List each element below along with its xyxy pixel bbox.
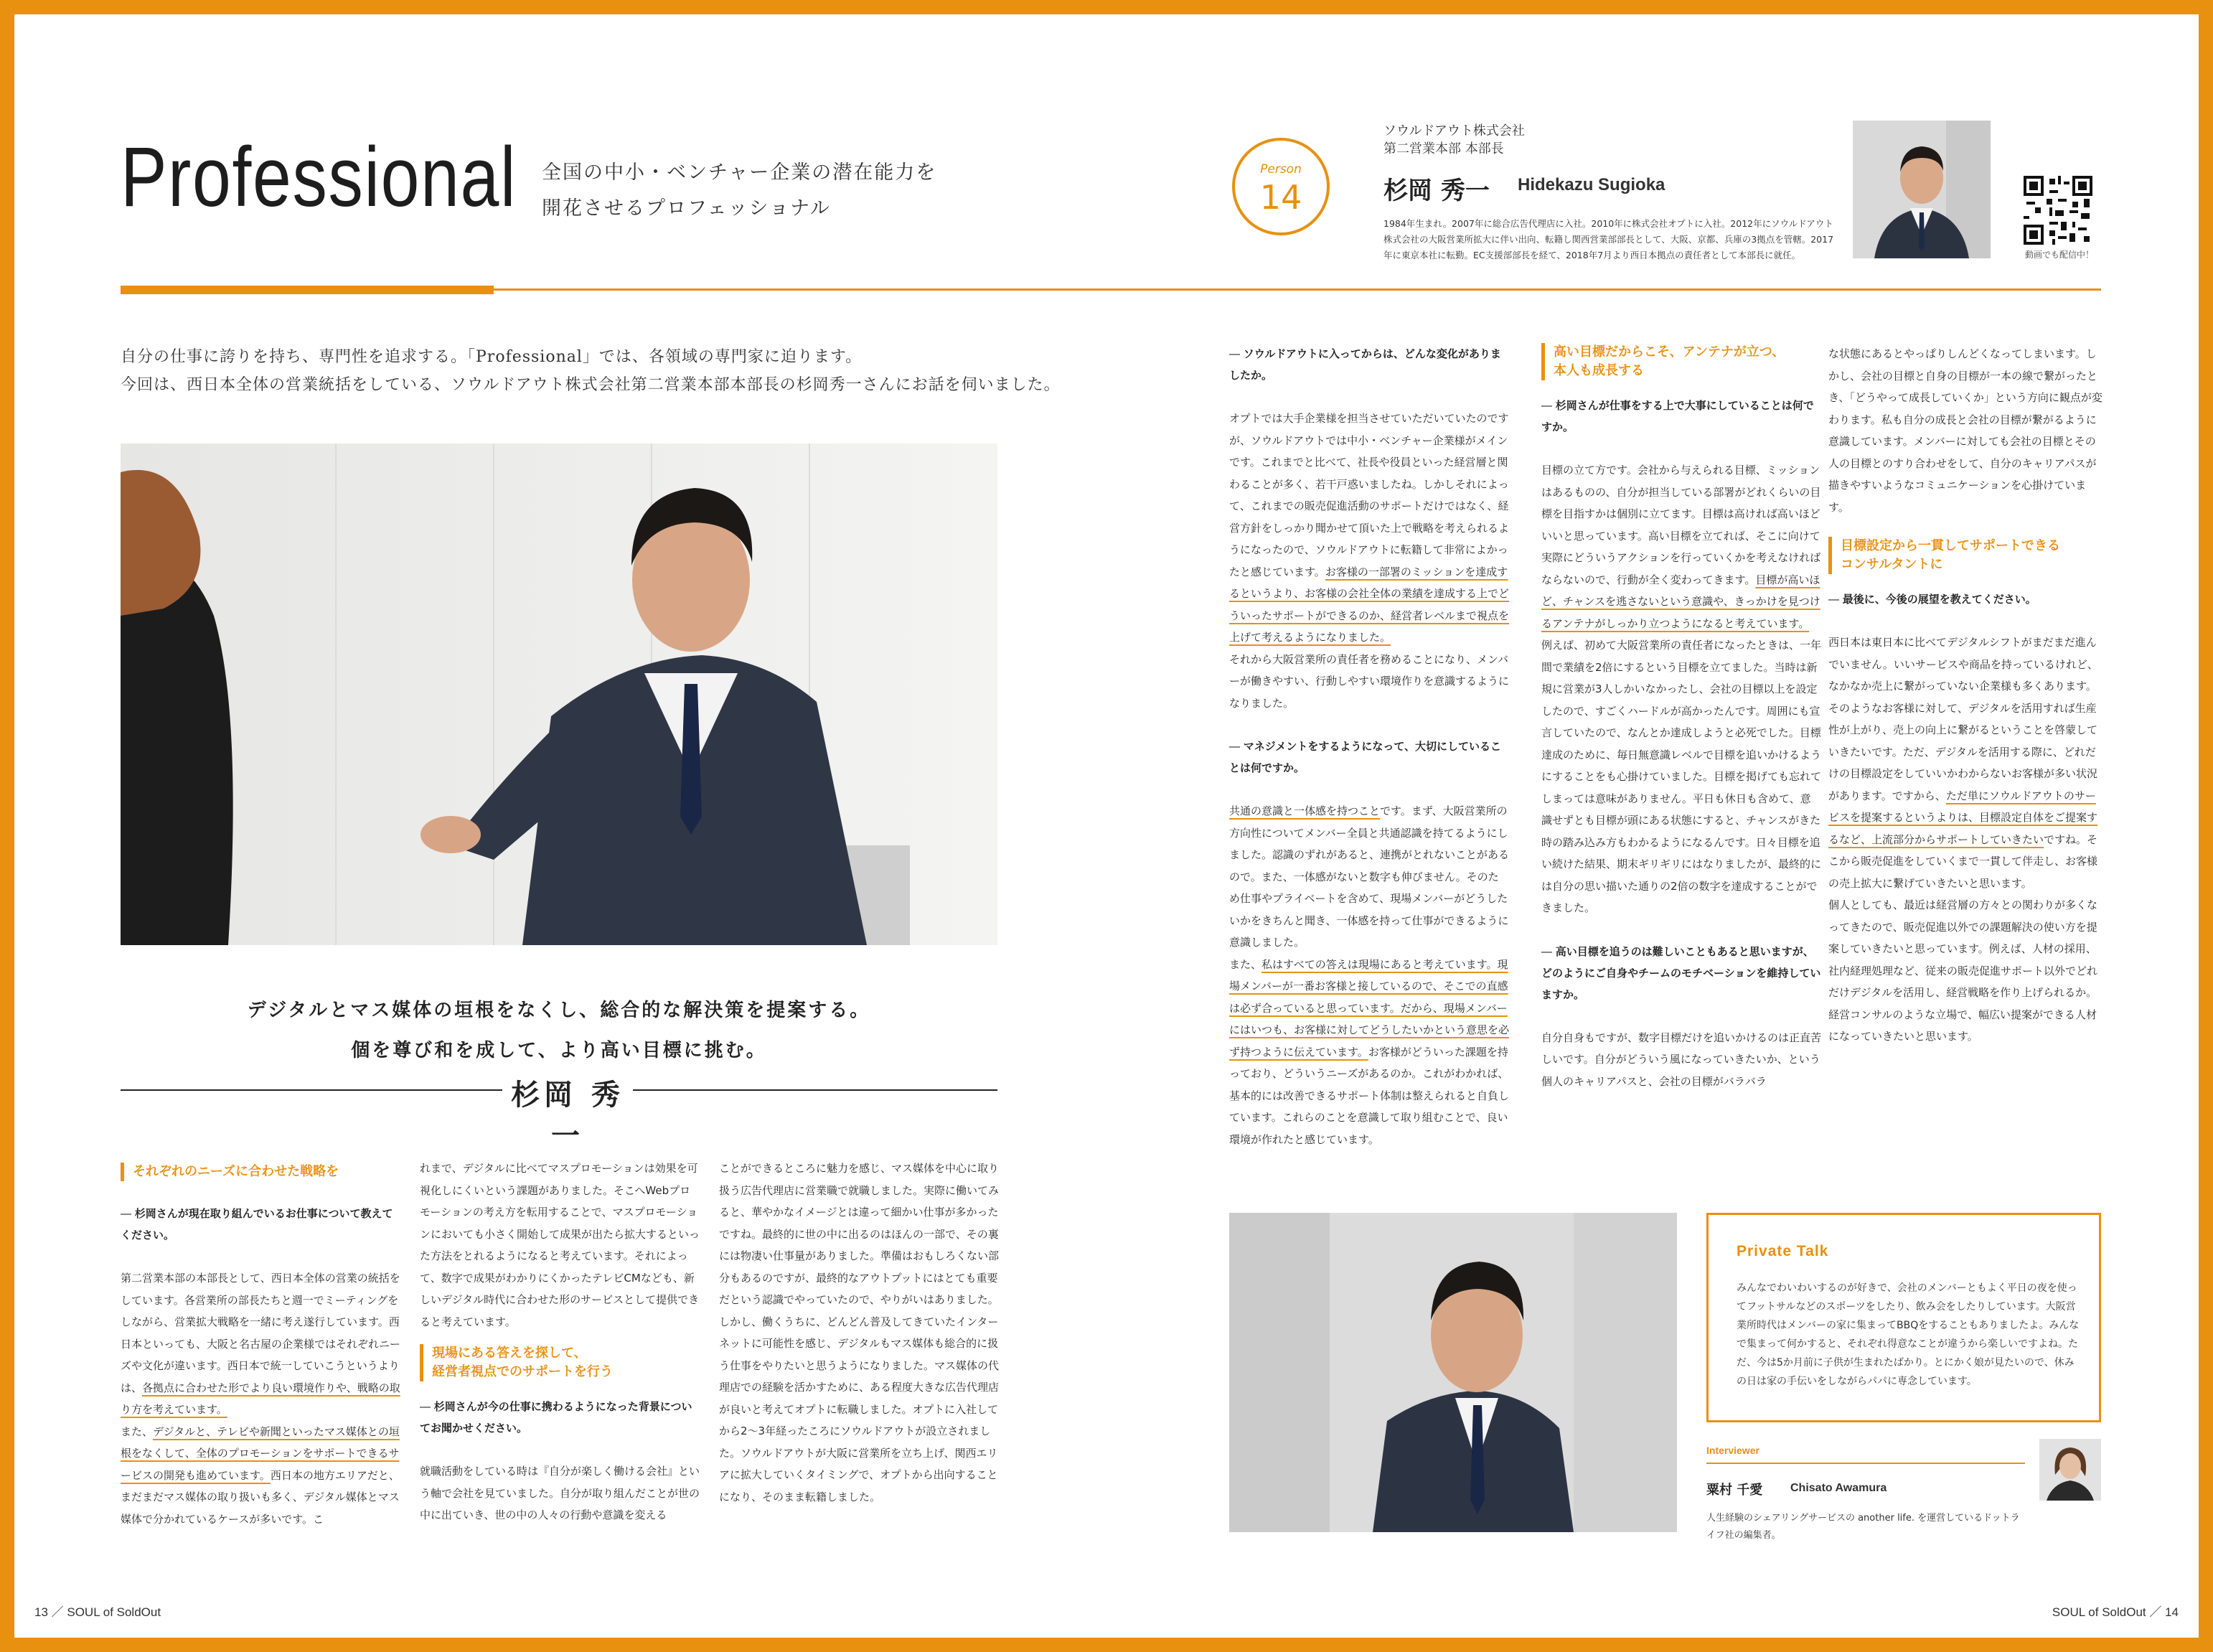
page-footer-left: 13 ／ SOUL of SoldOut [34, 1605, 161, 1619]
section-heading: 現場にある答えを探して、 経営者視点でのサポートを行う [420, 1344, 700, 1381]
page-footer-right: SOUL of SoldOut ／ 14 [2052, 1605, 2179, 1619]
section-heading: 目標設定から一貫してサポートできる コンサルタントに [1828, 537, 2105, 574]
badge-number: 14 [1259, 178, 1302, 217]
intro-line-1: 自分の仕事に誇りを持ち、専門性を追求する。「Professional」では、各領域の専門家に迫ります。 [121, 348, 863, 366]
article-paragraph: 自分自身もですが、数字目標だけを追いかけるのは正直苦しいです。自分がどういう風になっていきたいか、という個人のキャリアパスと、会社の目標がバラバラ [1541, 1031, 1822, 1088]
subtitle-line-2: 開花させるプロフェッショナル [542, 197, 831, 220]
article-paragraph: オプトでは大手企業様を担当させていただいていたのですが、ソウルドアウトでは中小・ベンチャー企業様がメインです。これまでと比べて、社長や役員といった経営層と関わることが多く、若干戸惑いましたね。しかしそれによって、これまでの販売促進活動のサポートだけではなく、経営方針をしっかり聞かせて頂いた上で戦略を考えられるようになったので、ソウルドアウトに転籍して非常によかったと感じています。お客様の一部署のミッションを達成するというより、お客様の会社全体の業績を達成する上でどういったサポートができるのか、経営者レベルまで視点を上げて考えるようになりました。 [1229, 412, 1510, 644]
portrait-photo [1853, 121, 1991, 258]
interviewer-description: 人生経験のシェアリングサービスの another life. を運営しているドットライフ社の編集者。 [1706, 1513, 2020, 1541]
article-paragraph: また、デジタルと、テレビや新聞といったマス媒体との垣根をなくして、全体のプロモーションをサポートできるサービスの開発も進めています。西日本の地方エリアだと、まだまだマス媒体の取り扱いも多く、デジタル媒体とマス媒体で分かれているケースが多いです。こ [121, 1425, 400, 1526]
magazine-spread [14, 14, 2199, 1638]
article-column-6 [1828, 343, 2105, 1048]
interview-question: ― マネジメントをするようになって、大切にしていることは何ですか。 [1229, 736, 1509, 779]
badge-label: Person [1260, 162, 1302, 177]
interviewer-name: 粟村 千愛 [1706, 1483, 1763, 1498]
signature-rule-left [121, 1089, 502, 1091]
header-divider-accent [121, 286, 494, 294]
person-name-roman: Hidekazu Sugioka [1518, 175, 1665, 194]
pull-quote-line-1: デジタルとマス媒体の垣根をなくし、総合的な解決策を提案する。 [247, 1000, 871, 1021]
signature-rule-right [633, 1089, 997, 1091]
section-heading: 高い目標だからこそ、アンテナが立つ、 本人も成長する [1541, 343, 1821, 380]
quote-signature: 杉岡 秀一 [511, 1079, 624, 1153]
portrait-photo-large [1229, 1213, 1677, 1532]
interviewer-label: Interviewer [1706, 1445, 1759, 1456]
interview-question: ― 最後に、今後の展望を教えてください。 [1828, 588, 2105, 610]
qr-caption: 動画でも配信中！ [2024, 250, 2094, 260]
pull-quote-line-2: 個を尊び和を成して、より高い目標に挑む。 [351, 1040, 767, 1061]
subtitle-line-1: 全国の中小・ベンチャー企業の潜在能力を [542, 161, 937, 184]
interview-photo [121, 443, 997, 945]
article-paragraph: れまで、デジタルに比べてマスプロモーションは効果を可視化しにくいという課題がありました。そこへWebプロモーションの考え方を転用することで、マスプロモーションにおいても小さく開始して成果が出たら拡大するといった方法をとれるようになると考えています。それによって、数字で成果がわかりにくかったテレビCMなども、新しいデジタル時代に合わせた形のサービスとして提供できると考えています。 [420, 1162, 700, 1328]
person-name: 杉岡 秀一 [1383, 177, 1490, 205]
interview-question: ― 杉岡さんが現在取り組んでいるお仕事について教えてください。 [121, 1203, 400, 1246]
interview-question: ― 高い目標を追うのは難しいこともあると思いますが、どのようにご自身やチームのモチベーションを維持していますか。 [1541, 941, 1821, 1005]
private-talk-text: みんなでわいわいするのが好きで、会社のメンバーともよく平日の夜を使ってフットサルなどのスポーツをしたり、飲み会をしたりしています。大阪営業所時代はメンバーの家に集まってBBQをすることもありましたよ。みんなで集まって何かすると、それぞれ得意なことが違うから楽しいですよね。ただ、今は5か月前に子供が生まれたばかり。とにかく娘が見たいので、休みの日は家の手伝いをしながらパパに専念しています。 [1737, 1282, 2080, 1387]
article-paragraph: 西日本は東日本に比べてデジタルシフトがまだまだ進んでいません。いいサービスや商品を持っているけれど、なかなか売上に繋がっていない企業様も多くあります。そのようなお客様に対して、デジタルを活用すれば生産性が上がり、売上の向上に繋がるということを啓蒙していきたいです。ただ、デジタルを活用する際に、どれだけの目標設定をしていいかわからないお客様が多い状況があります。ですから、ただ単にソウルドアウトのサービスを提案するというよりは、目標設定自体をご提案するなど、上流部分からサポートしていきたいですね。そこから販売促進をしていくまで一貫して伴走し、お客様の売上拡大に繋げていきたいと思います。 [1828, 636, 2098, 890]
article-paragraph: それから大阪営業所の責任者を務めることになり、メンバーが働きやすい、行動しやすい環境作りを意識するようになりました。 [1229, 652, 1510, 710]
person-position: 第二営業本部 本部長 [1383, 141, 1504, 156]
company-name: ソウルドアウト株式会社 [1383, 123, 1525, 139]
qr-code-icon[interactable] [2024, 176, 2092, 245]
article-paragraph: ことができるところに魅力を感じ、マス媒体を中心に取り扱う広告代理店に営業職で就職しました。実際に働いてみると、華やかなイメージとは違って細かい仕事が多かったですね。最終的に世の中に出るのはほんの一部で、その裏には物凄い仕事量がありました。準備はおもしろくない部分もあるのですが、最終的なアウトプットにはとても重要だという認識でやっていたので、やりがいはありました。しかし、働くうちに、どんどん普及してきていたインターネットに可能性を感じ、デジタルもマス媒体も総合的に扱う仕事をやりたいと思うようになりました。マス媒体の代理店での経験を活かすために、ある程度大きな広告代理店が良いと考えてオプトに転職しました。オプトに入社してから2〜3年経ったころにソウルドアウトが設立されました。ソウルドアウトが大阪に営業所を立ち上げ、関西エリアに拡大していくタイミングで、オプトから出向することになり、そのまま転籍しました。 [719, 1162, 1000, 1503]
person-bio: 1984年生まれ。2007年に総合広告代理店に入社。2010年に株式会社オプトに入社。2012年にソウルドアウト株式会社の大阪営業所拡大に伴い出向、転籍し関西営業部部長として、大阪、京都、兵庫の3拠点を管轄。2017年に東京本社に転勤。EC支援部部長を経て、2018年7月より西日本拠点の責任者として本部長に就任。 [1383, 218, 1834, 261]
article-paragraph: 例えば、初めて大阪営業所の責任者になったときは、一年間で業績を2倍にするという目標を立てました。当時は新規に営業が3人しかいなかったし、会社の目標以上を設定したので、すごくハードルが高かったんです。周囲にも宣言していたので、なんとか達成しようと必死でした。目標達成のために、毎日無意識レベルで目標を追いかけるようにすることをも心掛けていました。目標を掲げても忘れてしまっては意味がありません。平日も休日も含めて、意識せずとも目標が頭にある状態にすると、チャンスがきた時の踏み込み方もわかるようになるんです。日々目標を追い続けた結果、期末ギリギリにはなりましたが、最終的には自分の思い描いた通りの2倍の数字を達成することができました。 [1541, 639, 1822, 914]
article-paragraph: 就職活動をしている時は『自分が楽しく働ける会社』という軸で会社を見ていました。自分が取り組んだことが世の中に出ていき、世の中の人々の行動や意識を変える [420, 1465, 700, 1521]
article-column-4 [1229, 343, 1509, 1150]
interview-question: ― 杉岡さんが今の仕事に携わるようになった背景についてお聞かせください。 [420, 1396, 700, 1439]
section-heading: それぞれのニーズに合わせた戦略を [121, 1163, 400, 1181]
interview-question: ― 杉岡さんが仕事をする上で大事にしていることは何ですか。 [1541, 395, 1821, 438]
interviewer-avatar [2039, 1439, 2101, 1501]
person-badge [1232, 138, 1330, 235]
page-title: Professional [121, 130, 517, 225]
interview-question: ― ソウルドアウトに入ってからは、どんな変化がありましたか。 [1229, 343, 1509, 386]
article-column-1 [121, 1163, 400, 1530]
article-paragraph: また、私はすべての答えは現場にあると考えています。現場メンバーが一番お客様と接しているので、そこでの直感は必ず合っていると思っています。だから、現場メンバーにはいつも、お客様に対してどうしたいかという意思を必ず持つように伝えています。お客様がどういった課題を持っており、どういうニーズがあるのか。これがわかれば、基本的には改善できるサポート体制は整えられると自負しています。これらのことを意識して取り組むことで、良い環境が作れたと感じています。 [1229, 957, 1510, 1146]
article-paragraph: 共通の意識と一体感を持つことです。まず、大阪営業所の方向性についてメンバー全員と共通認識を持てるようにしました。認識のずれがあると、連携がとれないことがあるので。また、一体感がないと数字も伸びません。そのため仕事やプライベートを含めて、現場メンバーがどうしたいかをきちんと聞き、一体感を持って仕事ができるように意識しました。 [1229, 804, 1510, 949]
interviewer-rule [1706, 1463, 2025, 1464]
article-paragraph: な状態にあるとやっぱりしんどくなってしまいます。しかし、会社の目標と自身の目標が一本の線で繋がったとき、「どうやって成長していくか」という方向に観点が変わります。私も自分の成長と会社の目標が繋がるように意識しています。メンバーに対しても会社の目標とその人の目標とのすり合わせをして、自分のキャリアパスが描きやすいようなコミュニケーションを心掛けています。 [1828, 347, 2102, 514]
interviewer-name-roman: Chisato Awamura [1790, 1482, 1887, 1494]
article-paragraph: 目標の立て方です。会社から与えられる目標、ミッションはあるものの、自分が担当している部署がどれくらいの目標を目指すかは個別に立てます。目標は高ければ高いほどいいと思っています。高い目標を立てれば、そこに向けて実際にどういうアクションを行っていくかを考えなければならないので、行動が全く変わってきます。目標が高いほど、チャンスを逃さないという意識や、きっかけを見つけるアンテナがしっかり立つようになると考えています。 [1541, 464, 1821, 630]
private-talk-title: Private Talk [1737, 1243, 1829, 1259]
article-paragraph: 個人としても、最近は経営層の方々との関わりが多くなってきたので、販売促進以外での課題解決の使い方を提案していきたいと思っています。例えば、人材の採用、社内経理処理など、従来の販売促進サポート以外でどれだけデジタルを活用し、経営戦略を作り上げられるか。経営コンサルのような立場で、幅広い提案ができる人材になっていきたいと思います。 [1828, 898, 2098, 1043]
intro-line-2: 今回は、西日本全体の営業統括をしている、ソウルドアウト株式会社第二営業本部本部長の杉岡秀一さんにお話を伺いました。 [121, 376, 1061, 394]
article-paragraph: 第二営業本部の本部長として、西日本全体の営業の統括をしています。各営業所の部長たちと週一でミーティングをしながら、営業拡大戦略を一緒に考え遂行しています。西日本といっても、大阪と名古屋の企業様ではそれぞれニーズや文化が違います。西日本で統一していこうというよりは、各拠点に合わせた形でより良い環境作りや、戦略の取り方を考えています。 [121, 1272, 401, 1416]
article-column-2 [420, 1158, 700, 1526]
article-column-5 [1541, 343, 1821, 1092]
article-column-3 [719, 1158, 999, 1508]
